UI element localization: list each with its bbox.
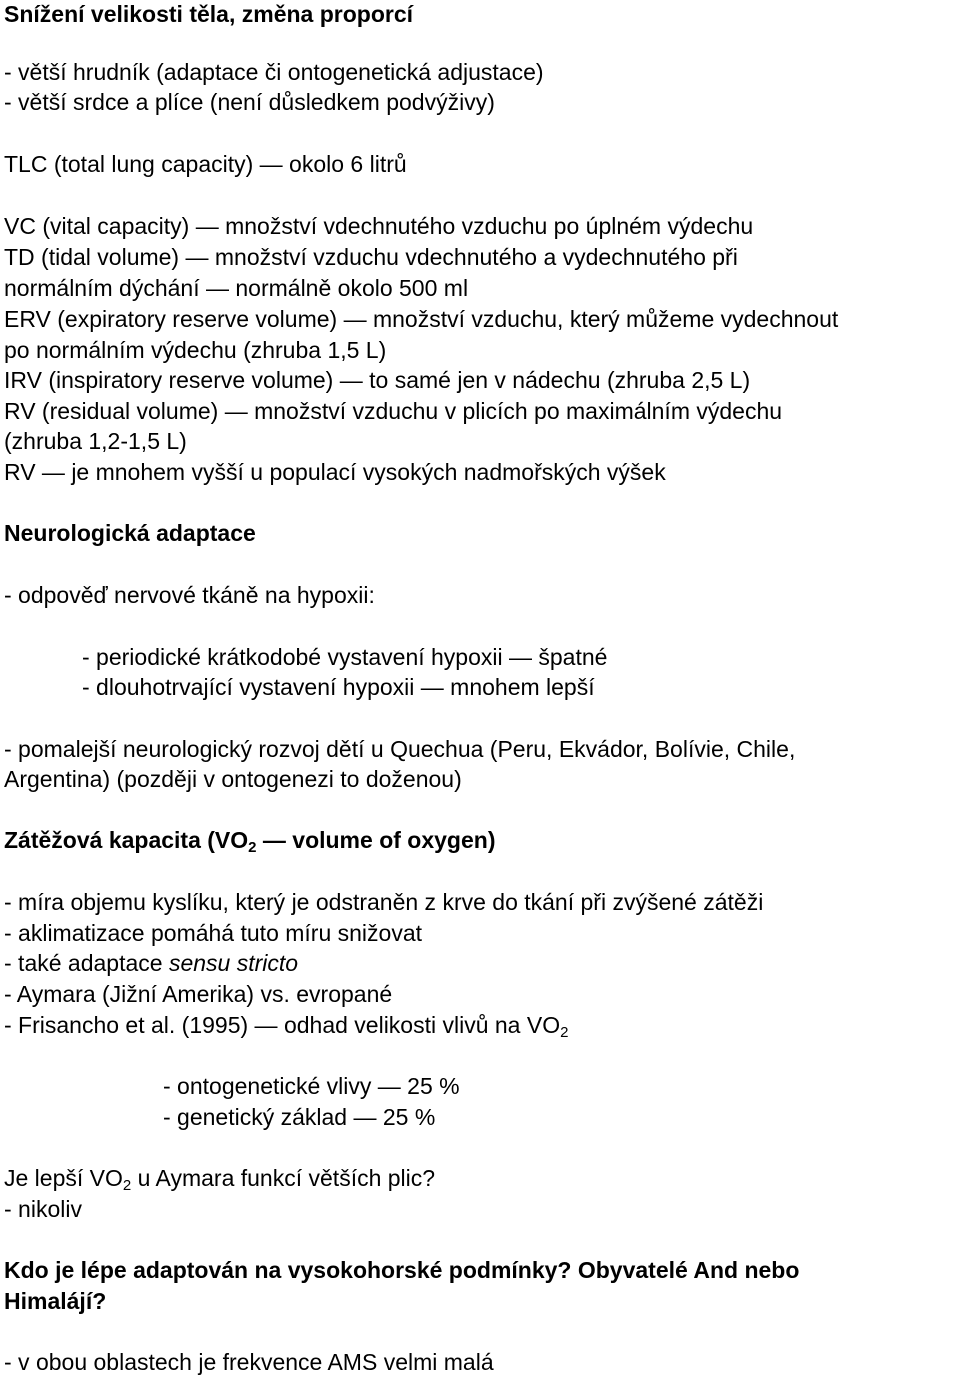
text-part: - také adaptace — [4, 950, 169, 976]
text-line: - Aymara (Jižní Amerika) vs. evropané — [4, 981, 393, 1007]
heading-part: — volume of oxygen) — [256, 827, 496, 853]
subscript: 2 — [560, 1024, 569, 1041]
heading-part: Zátěžová kapacita (VO — [4, 827, 249, 853]
text-line: - větší srdce a plíce (není důsledkem podvýživy) — [4, 89, 495, 115]
section-heading-body-size: Snížení velikosti těla, změna proporcí — [4, 1, 414, 27]
section-heading-question-cont: Himalájí? — [4, 1288, 107, 1314]
text-line: ERV (expiratory reserve volume) — množství vzduchu, který můžeme vydechnout — [4, 306, 839, 332]
text-line: TLC (total lung capacity) — okolo 6 litrů — [4, 151, 407, 177]
text-line: (zhruba 1,2-1,5 L) — [4, 428, 187, 454]
text-line: normálním dýchání — normálně okolo 500 ml — [4, 275, 469, 301]
text-line: TD (tidal volume) — množství vzduchu vdechnutého a vydechnutého při — [4, 244, 738, 270]
section-heading-neuro: Neurologická adaptace — [4, 520, 256, 546]
section-heading-vo2 — [4, 826, 495, 854]
text-line: - nikoliv — [4, 1196, 82, 1222]
text-line: po normálním výdechu (zhruba 1,5 L) — [4, 337, 387, 363]
text-line: - pomalejší neurologický rozvoj dětí u Quechua (Peru, Ekvádor, Bolívie, Chile, — [4, 736, 796, 762]
text-line-indented: - dlouhotrvající vystavení hypoxii — mnohem lepší — [82, 674, 595, 700]
subscript: 2 — [122, 1177, 132, 1194]
text-line: - odpověď nervové tkáně na hypoxii: — [4, 582, 375, 608]
text-line: - aklimatizace pomáhá tuto míru snižovat — [4, 920, 423, 946]
text-line — [4, 949, 298, 977]
text-line: - větší hrudník (adaptace či ontogenetická adjustace) — [4, 59, 544, 85]
text-part: - Frisancho et al. (1995) — odhad velikosti vlivů na VO — [4, 1012, 561, 1038]
text-line: VC (vital capacity) — množství vdechnutého vzduchu po úplném výdechu — [4, 213, 754, 239]
text-line: RV (residual volume) — množství vzduchu v plicích po maximálním výdechu — [4, 398, 783, 424]
text-line: - v obou oblastech je frekvence AMS velmi malá — [4, 1349, 494, 1375]
text-line — [4, 1164, 435, 1192]
text-part: u Aymara funkcí větších plic? — [131, 1165, 436, 1191]
text-line: Argentina) (později v ontogenezi to doženou) — [4, 766, 462, 792]
text-line-indented: - periodické krátkodobé vystavení hypoxii — špatné — [82, 644, 608, 670]
text-line: - míra objemu kyslíku, který je odstraněn z krve do tkání při zvýšené zátěži — [4, 889, 764, 915]
subscript: 2 — [248, 839, 257, 856]
text-line-indented: - genetický základ — 25 % — [163, 1104, 436, 1130]
text-line-indented: - ontogenetické vlivy — 25 % — [163, 1073, 460, 1099]
text-line — [4, 1011, 568, 1039]
text-line: RV — je mnohem vyšší u populací vysokých nadmořských výšek — [4, 459, 666, 485]
text-part: Je lepší VO — [4, 1165, 123, 1191]
section-heading-question: Kdo je lépe adaptován na vysokohorské podmínky? Obyvatelé And nebo — [4, 1257, 800, 1283]
text-line: IRV (inspiratory reserve volume) — to samé jen v nádechu (zhruba 2,5 L) — [4, 367, 751, 393]
italic-term: sensu stricto — [168, 950, 299, 976]
